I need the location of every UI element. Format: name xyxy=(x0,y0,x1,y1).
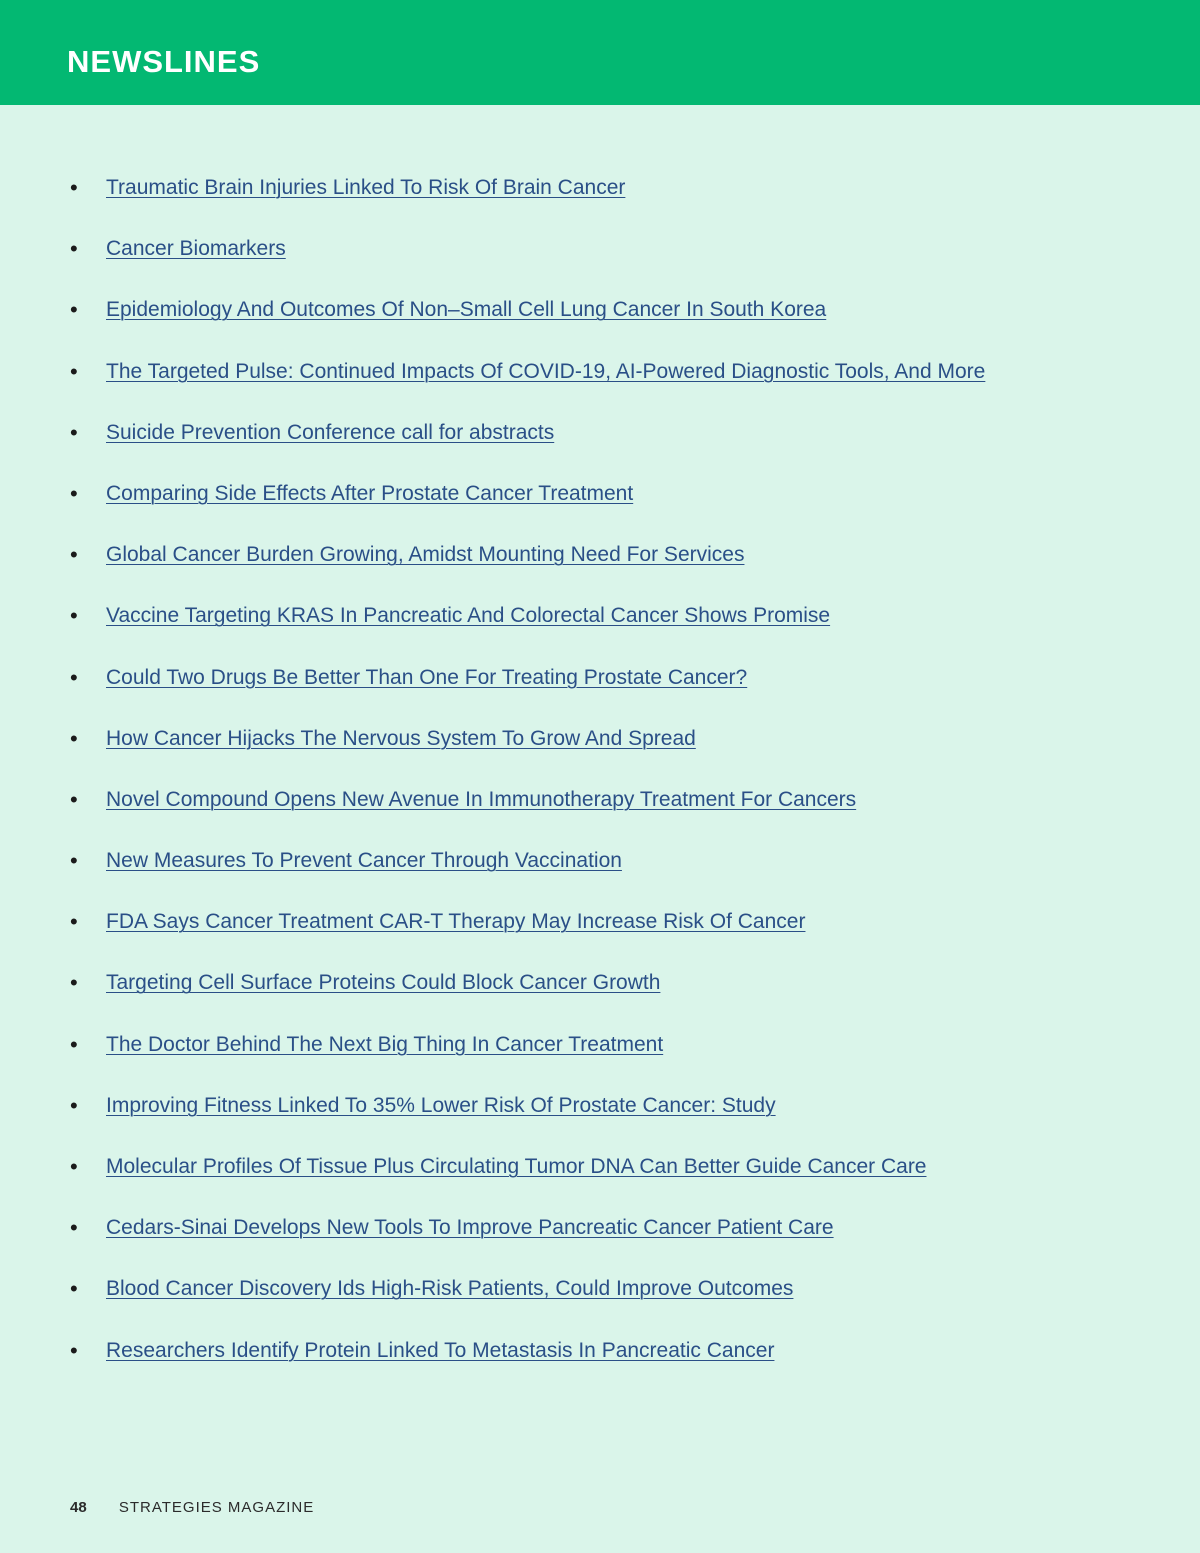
list-item xyxy=(0,841,1200,902)
list-item xyxy=(0,352,1200,413)
news-link[interactable]: Targeting Cell Surface Proteins Could Block Cancer Growth xyxy=(106,971,661,995)
bullet-icon: • xyxy=(70,1276,78,1302)
news-link[interactable]: Traumatic Brain Injuries Linked To Risk Of Brain Cancer xyxy=(106,176,626,199)
bullet-icon: • xyxy=(70,603,78,629)
news-link[interactable]: Global Cancer Burden Growing, Amidst Mounting Need For Services xyxy=(106,543,745,567)
news-link[interactable]: Epidemiology And Outcomes Of Non–Small Cell Lung Cancer In South Korea xyxy=(106,298,827,322)
news-link[interactable]: New Measures To Prevent Cancer Through Vaccination xyxy=(106,849,622,873)
news-link[interactable]: Cedars-Sinai Develops New Tools To Improve Pancreatic Cancer Patient Care xyxy=(106,1216,834,1240)
list-item xyxy=(0,1147,1200,1208)
list-item xyxy=(0,1269,1200,1330)
list-item xyxy=(0,963,1200,1024)
news-link[interactable]: Novel Compound Opens New Avenue In Immunotherapy Treatment For Cancers xyxy=(106,787,857,811)
bullet-icon: • xyxy=(70,542,78,568)
bullet-icon: • xyxy=(70,1031,78,1057)
news-link[interactable]: The Targeted Pulse: Continued Impacts Of COVID-19, AI-Powered Diagnostic Tools, And More xyxy=(106,359,986,383)
bullet-icon: • xyxy=(70,664,78,690)
list-item xyxy=(0,780,1200,841)
magazine-name: STRATEGIES MAGAZINE xyxy=(118,1499,315,1516)
bullet-icon: • xyxy=(70,1092,78,1118)
news-list xyxy=(0,168,1200,1392)
list-item xyxy=(0,413,1200,474)
list-item xyxy=(0,1086,1200,1147)
news-link[interactable]: FDA Says Cancer Treatment CAR-T Therapy May Increase Risk Of Cancer xyxy=(106,910,806,934)
news-link[interactable]: Suicide Prevention Conference call for abstracts xyxy=(106,420,555,444)
bullet-icon: • xyxy=(70,909,78,935)
bullet-icon: • xyxy=(70,175,78,200)
header-bar xyxy=(0,0,1200,105)
bullet-icon: • xyxy=(70,297,78,323)
list-item xyxy=(0,902,1200,963)
bullet-icon: • xyxy=(70,970,78,996)
bullet-icon: • xyxy=(70,236,78,262)
bullet-icon: • xyxy=(70,725,78,751)
bullet-icon: • xyxy=(70,1154,78,1179)
list-item xyxy=(0,474,1200,535)
bullet-icon: • xyxy=(70,1215,78,1241)
news-link[interactable]: Vaccine Targeting KRAS In Pancreatic And Colorectal Cancer Shows Promise xyxy=(106,604,831,628)
list-item xyxy=(0,1331,1200,1392)
list-item xyxy=(0,535,1200,596)
news-link[interactable]: Improving Fitness Linked To 35% Lower Risk Of Prostate Cancer: Study xyxy=(106,1093,776,1117)
news-link[interactable]: Researchers Identify Protein Linked To Metastasis In Pancreatic Cancer xyxy=(106,1338,775,1362)
section-title: NEWSLINES xyxy=(67,44,261,79)
news-link[interactable]: Molecular Profiles Of Tissue Plus Circulating Tumor DNA Can Better Guide Cancer Care xyxy=(106,1155,927,1178)
list-item xyxy=(0,229,1200,290)
bullet-icon: • xyxy=(70,786,78,812)
news-link[interactable]: Could Two Drugs Be Better Than One For Treating Prostate Cancer? xyxy=(106,665,748,689)
list-item xyxy=(0,658,1200,719)
bullet-icon: • xyxy=(70,419,78,445)
bullet-icon: • xyxy=(70,480,78,506)
list-item xyxy=(0,290,1200,351)
news-link[interactable]: How Cancer Hijacks The Nervous System To Grow And Spread xyxy=(106,726,696,750)
page-footer xyxy=(70,1497,314,1519)
list-item xyxy=(0,1025,1200,1086)
list-item xyxy=(0,719,1200,780)
page-number: 48 xyxy=(70,1499,87,1516)
list-item xyxy=(0,1208,1200,1269)
list-item xyxy=(0,168,1200,229)
news-link[interactable]: The Doctor Behind The Next Big Thing In Cancer Treatment xyxy=(106,1032,664,1056)
news-link[interactable]: Comparing Side Effects After Prostate Cancer Treatment xyxy=(106,481,634,505)
news-link[interactable]: Blood Cancer Discovery Ids High-Risk Patients, Could Improve Outcomes xyxy=(106,1277,794,1301)
news-link[interactable]: Cancer Biomarkers xyxy=(106,237,286,261)
bullet-icon: • xyxy=(70,358,78,384)
bullet-icon: • xyxy=(70,848,78,874)
list-item xyxy=(0,596,1200,657)
bullet-icon: • xyxy=(70,1337,78,1363)
